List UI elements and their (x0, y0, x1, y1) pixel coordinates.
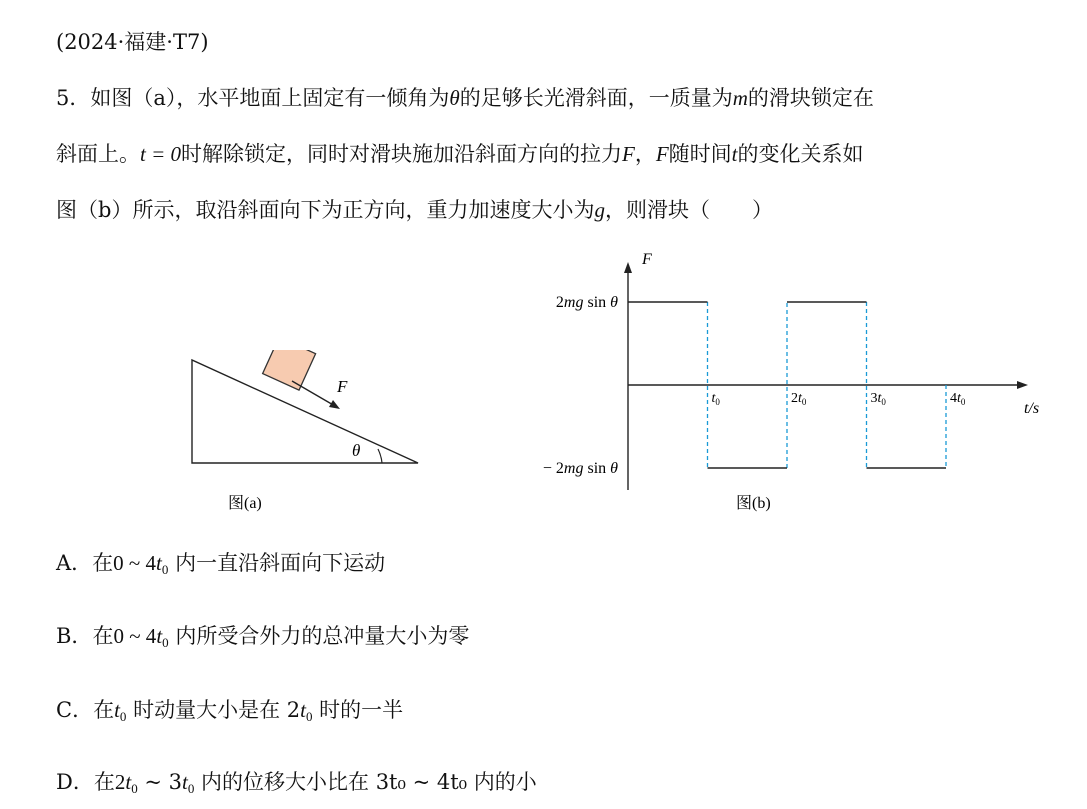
angle-arc (378, 449, 382, 463)
y-tick-label-negative: − 2mg sin θ (542, 460, 618, 477)
option-a-sub: 0 (161, 562, 169, 577)
stem-text-2c: 随时间 (668, 142, 732, 166)
stem-text-2b: 时解除锁定，同时对滑块施加沿斜面方向的拉力 (181, 142, 623, 166)
stem-text-2a: 斜面上。 (56, 142, 140, 166)
option-c-text: 时的一半 (312, 698, 404, 722)
option-c-pre: 在 (93, 698, 115, 722)
option-a-text: 内一直沿斜面向下运动 (168, 551, 386, 575)
option-d-t1: t (125, 770, 132, 794)
option-b-letter: B． (56, 624, 93, 648)
option-b-expr: 0 ~ 4 (113, 624, 157, 648)
y-axis-label: F (642, 251, 652, 268)
option-c[interactable] (56, 700, 403, 723)
option-b-sub: 0 (162, 635, 169, 650)
stem-text-3b: ，则滑块（ ） (604, 198, 773, 222)
option-c-t2: t (300, 698, 306, 722)
option-c-sub2: 0 (305, 709, 313, 724)
option-d-t2: t (182, 770, 188, 794)
option-a-expr: 0 ~ 4 (113, 551, 157, 575)
stem-text-2d: 的变化关系如 (737, 142, 864, 166)
option-b-t: t (156, 624, 163, 648)
question-line-3 (56, 200, 773, 221)
option-c-t1: t (114, 698, 120, 722)
question-line-2 (56, 144, 864, 165)
angle-label: θ (352, 441, 361, 460)
option-a[interactable] (56, 553, 385, 576)
stem-comma: ， (634, 142, 656, 166)
t-equals-zero: t = 0 (140, 142, 182, 166)
option-b-pre: 在 (92, 624, 114, 648)
block (263, 350, 316, 390)
question-line-1 (56, 88, 874, 109)
option-d-pre: 在 (93, 770, 115, 794)
figure-b-chart (520, 240, 1060, 520)
option-d-expr1: 2 (114, 770, 126, 794)
option-c-sub1: 0 (119, 709, 127, 724)
option-d[interactable] (56, 772, 537, 795)
stem-text-1b: 的足够长光滑斜面，一质量为 (459, 86, 733, 110)
option-b-text: 内所受合外力的总冲量大小为零 (168, 624, 470, 648)
figure-b-caption: 图(b) (736, 495, 771, 512)
option-d-mid: ~ 3 (137, 770, 182, 794)
option-a-letter: A． (56, 551, 93, 575)
option-d-sub1: 0 (131, 781, 138, 796)
option-a-pre: 在 (92, 551, 114, 575)
force-symbol-2: F (655, 142, 669, 166)
option-d-text: 内的位移大小比在 3t₀ ~ 4t₀ 内的小 (194, 770, 537, 794)
stem-text-1a: 如图（a），水平地面上固定有一倾角为 (90, 86, 450, 110)
option-d-sub2: 0 (187, 781, 195, 796)
stem-text-1c: 的滑块锁定在 (747, 86, 874, 110)
time-symbol: t (731, 142, 738, 166)
force-arrow (292, 381, 335, 406)
force-arrowhead (329, 400, 340, 409)
mass-symbol: m (732, 86, 748, 110)
x-tick-label-2: $2t_0$ (791, 391, 807, 407)
option-a-t: t (156, 551, 162, 575)
force-label: F (337, 377, 348, 396)
stem-text-3a: 图（b）所示，取沿斜面向下为正方向，重力加速度大小为 (56, 198, 595, 222)
option-c-letter: C． (56, 698, 94, 722)
x-axis-arrowhead (1017, 381, 1028, 389)
x-tick-label-3: $3t_0$ (870, 391, 886, 407)
figure-a-caption: 图(a) (228, 495, 262, 512)
y-axis-arrowhead (624, 262, 632, 273)
x-axis-label: t/s (1024, 400, 1040, 417)
question-number: 5． (56, 86, 91, 110)
option-d-letter: D． (56, 770, 94, 794)
theta-symbol: θ (449, 86, 460, 110)
figure-a (180, 350, 440, 520)
source-tag: (2024·福建·T7) (56, 30, 209, 54)
y-tick-label-positive: 2mg sin θ (555, 294, 618, 311)
gravity-symbol: g (594, 198, 605, 222)
option-c-mid: 时动量大小是在 2 (126, 698, 301, 722)
force-symbol: F (622, 142, 635, 166)
x-tick-label-4: $4t_0$ (950, 391, 966, 407)
option-b[interactable] (56, 626, 469, 649)
x-tick-label-1: $t_0$ (711, 391, 720, 407)
